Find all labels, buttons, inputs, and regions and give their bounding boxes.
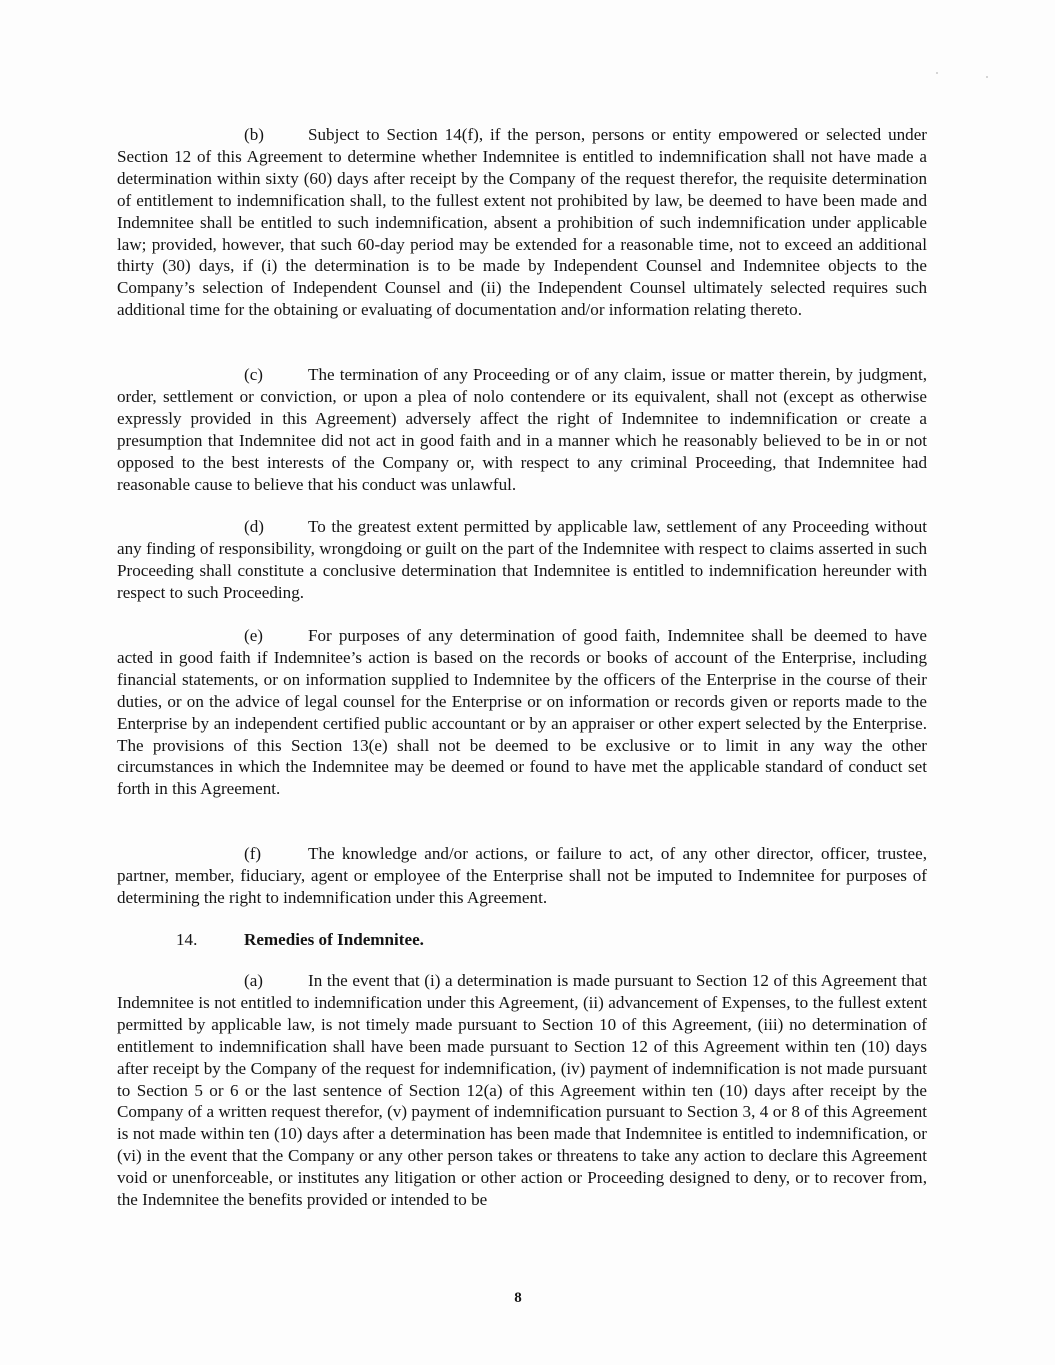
paragraph-14a [117,970,927,1211]
paragraph-text: In the event that (i) a determination is made pursuant to Section 12 of this Agreement that Indemnitee is not entitled to indemnification under this Agreement, (ii) advancement of Expenses, to the fullest extent permitted by applicable law, is not timely made pursuant to Section 10 of this Agreement, (iii) no determination of entitlement to indemnification shall have been made pursuant to Section 12 of this Agreement within ten (10) days after receipt by the Company of the request for indemnification, (iv) payment of indemnification is not made pursuant to Section 5 or 6 or the last sentence of Section 12(a) of this Agreement within ten (10) days after receipt by the Company of a written request therefor, (v) payment of indemnification pursuant to Section 3, 4 or 8 of this Agreement is not made within ten (10) days after a determination has been made that Indemnitee is entitled to indemnification, or (vi) in the event that the Company or any other person takes or threatens to take any action to declare this Agreement void or unenforceable, or institutes any litigation or other action or Proceeding designed to deny, or to recover from, the Indemnitee the benefits provided or intended to be [117,971,927,1210]
paragraph-label: (b) [244,125,264,144]
paragraph-b [117,124,927,321]
paragraph-e [117,625,927,800]
paragraph-label: (c) [244,365,263,384]
scan-speck [986,76,988,78]
paragraph-text: The termination of any Proceeding or of any claim, issue or matter therein, by judgment, order, settlement or conviction, or upon a plea of nolo contendere or its equivalent, shall not (except as otherwise expressly provided in this Agreement) adversely affect the right of Indemnitee to indemnification or create a presumption that Indemnitee did not act in good faith and in a manner which he reasonably believed to be in or not opposed to the best interests of the Company or, with respect to any criminal Proceeding, that Indemnitee had reasonable cause to believe that his conduct was unlawful. [117,365,927,494]
scan-speck [936,72,938,74]
paragraph-label: (d) [244,517,264,536]
section-number: 14. [176,930,198,949]
paragraph-text: To the greatest extent permitted by applicable law, settlement of any Proceeding without any finding of responsibility, wrongdoing or guilt on the part of the Indemnitee with respect to claims asserted in such Proceeding shall constitute a conclusive determination that Indemnitee is entitled to indemnification hereunder with respect to such Proceeding. [117,517,927,602]
paragraph-d [117,516,927,604]
paragraph-label: (e) [244,626,263,645]
paragraph-text: Subject to Section 14(f), if the person, persons or entity empowered or selected under Section 12 of this Agreement to determine whether Indemnitee is entitled to indemnification shall not have made a determination within sixty (60) days after receipt by the Company of the request therefor, the requisite determination of entitlement to indemnification shall, to the fullest extent not prohibited by law, be deemed to have been made and Indemnitee shall be entitled to such indemnification, absent a prohibition of such indemnification under applicable law; provided, however, that such 60-day period may be extended for a reasonable time, not to exceed an additional thirty (30) days, if (i) the determination is to be made by Independent Counsel and Indemnitee objects to the Company’s selection of Independent Counsel and (ii) the Independent Counsel ultimately selected requires such additional time for the obtaining or evaluating of documentation and/or information relating thereto. [117,125,927,320]
paragraph-f [117,843,927,909]
page-number: 8 [514,1290,522,1306]
paragraph-label: (a) [244,971,263,990]
paragraph-label: (f) [244,844,262,863]
section-heading [176,929,424,951]
section-title: Remedies of Indemnitee. [244,930,424,949]
paragraph-text: The knowledge and/or actions, or failure to act, of any other director, officer, trustee, partner, member, fiduciary, agent or employee of the Enterprise shall not be imputed to Indemnitee for purposes of determining the right to indemnification under this Agreement. [117,844,927,907]
paragraph-text: For purposes of any determination of good faith, Indemnitee shall be deemed to have acted in good faith if Indemnitee’s action is based on the records or books of account of the Enterprise, including financial statements, or on information supplied to Indemnitee by the officers of the Enterprise in the course of their duties, or on the advice of legal counsel for the Enterprise or on information or records given or reports made to the Enterprise by an independent certified public accountant or by an appraiser or other expert selected by the Enterprise. The provisions of this Section 13(e) shall not be deemed to be exclusive or to limit in any way the other circumstances in which the Indemnitee may be deemed or found to have met the applicable standard of conduct set forth in this Agreement. [117,626,927,799]
paragraph-c [117,364,927,495]
